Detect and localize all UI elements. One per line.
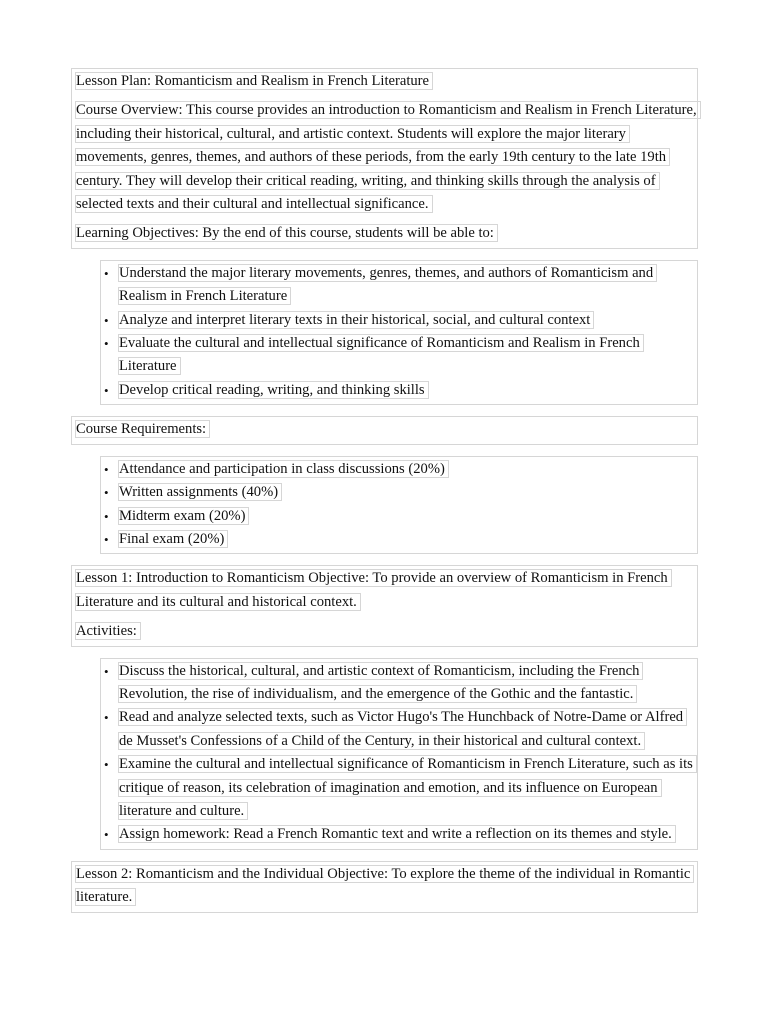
list-item-text: Analyze and interpret literary texts in their historical, social, and cultural context <box>118 311 594 329</box>
bullet-icon: • <box>104 461 109 477</box>
list-item <box>104 706 697 753</box>
list-item-text: Assign homework: Read a French Romantic text and write a reflection on its themes and style. <box>118 825 676 843</box>
bullet-icon: • <box>104 265 109 281</box>
list-item <box>104 481 697 504</box>
bullet-icon: • <box>104 710 109 726</box>
course-requirements-heading-text: Course Requirements: <box>75 420 210 438</box>
bullet-icon: • <box>104 757 109 773</box>
list-item-text: Read and analyze selected texts, such as Victor Hugo's The Hunchback of Notre-Dame or Alfred de Musset's Confessions of a Child of the Century, in their historical and cultural context. <box>118 708 687 749</box>
list-item <box>104 753 697 823</box>
bullet-icon: • <box>104 382 109 398</box>
lesson-2-heading <box>72 863 697 910</box>
bullet-icon: • <box>104 827 109 843</box>
document-page <box>71 68 698 924</box>
activities-heading <box>72 620 697 643</box>
lesson-1-activities-list <box>100 658 698 850</box>
lesson-2-heading-text: Lesson 2: Romanticism and the Individual Objective: To explore the theme of the individual in Romantic literature. <box>75 865 694 906</box>
list-item <box>104 458 697 481</box>
list-item <box>104 528 697 551</box>
list-item-text: Develop critical reading, writing, and thinking skills <box>118 381 429 399</box>
bullet-icon: • <box>104 508 109 524</box>
activities-heading-text: Activities: <box>75 622 141 640</box>
bullet-icon: • <box>104 531 109 547</box>
list-item <box>104 379 697 402</box>
lesson-1-heading-text: Lesson 1: Introduction to Romanticism Objective: To provide an overview of Romanticism in French Literature and its cultural and historical context. <box>75 569 672 610</box>
list-item-text: Examine the cultural and intellectual significance of Romanticism in French Literature, such as its critique of reason, its celebration of imagination and emotion, and its influence on European literature and culture. <box>118 755 697 820</box>
course-requirements-section <box>71 416 698 444</box>
learning-objectives-heading-text: Learning Objectives: By the end of this course, students will be able to: <box>75 224 498 242</box>
lesson-plan-title <box>72 70 697 93</box>
list-item <box>104 262 697 309</box>
list-item <box>104 309 697 332</box>
lesson-plan-title-text: Lesson Plan: Romanticism and Realism in French Literature <box>75 72 433 90</box>
course-requirements-heading <box>72 418 697 441</box>
list-item <box>104 823 697 846</box>
list-item-text: Attendance and participation in class discussions (20%) <box>118 460 449 478</box>
course-requirements-list <box>100 456 698 555</box>
list-item-text: Understand the major literary movements, genres, themes, and authors of Romanticism and Realism in French Literature <box>118 264 657 305</box>
list-item-text: Discuss the historical, cultural, and artistic context of Romanticism, including the French Revolution, the rise of individualism, and the emergence of the Gothic and the fantastic. <box>118 662 643 703</box>
learning-objectives-heading <box>72 222 697 245</box>
bullet-icon: • <box>104 663 109 679</box>
list-item-text: Written assignments (40%) <box>118 483 282 501</box>
list-item-text: Final exam (20%) <box>118 530 228 548</box>
bullet-icon: • <box>104 336 109 352</box>
learning-objectives-list <box>100 260 698 405</box>
course-overview <box>72 99 697 216</box>
list-item-text: Evaluate the cultural and intellectual significance of Romanticism and Realism in French Literature <box>118 334 644 375</box>
intro-section <box>71 68 698 249</box>
bullet-icon: • <box>104 485 109 501</box>
bullet-icon: • <box>104 312 109 328</box>
lesson-1-section <box>71 565 698 646</box>
lesson-1-heading <box>72 567 697 614</box>
list-item-text: Midterm exam (20%) <box>118 507 249 525</box>
list-item <box>104 505 697 528</box>
list-item <box>104 332 697 379</box>
lesson-2-section <box>71 861 698 913</box>
list-item <box>104 660 697 707</box>
course-overview-text: Course Overview: This course provides an introduction to Romanticism and Realism in French Literature, including their historical, cultural, and artistic context. Students will explore the major literary movements, genres, themes, and authors of these periods, from the early 19th century to the late 19th century. They will develop their critical reading, writing, and thinking skills through the analysis of selected texts and their cultural and intellectual significance. <box>75 101 701 213</box>
